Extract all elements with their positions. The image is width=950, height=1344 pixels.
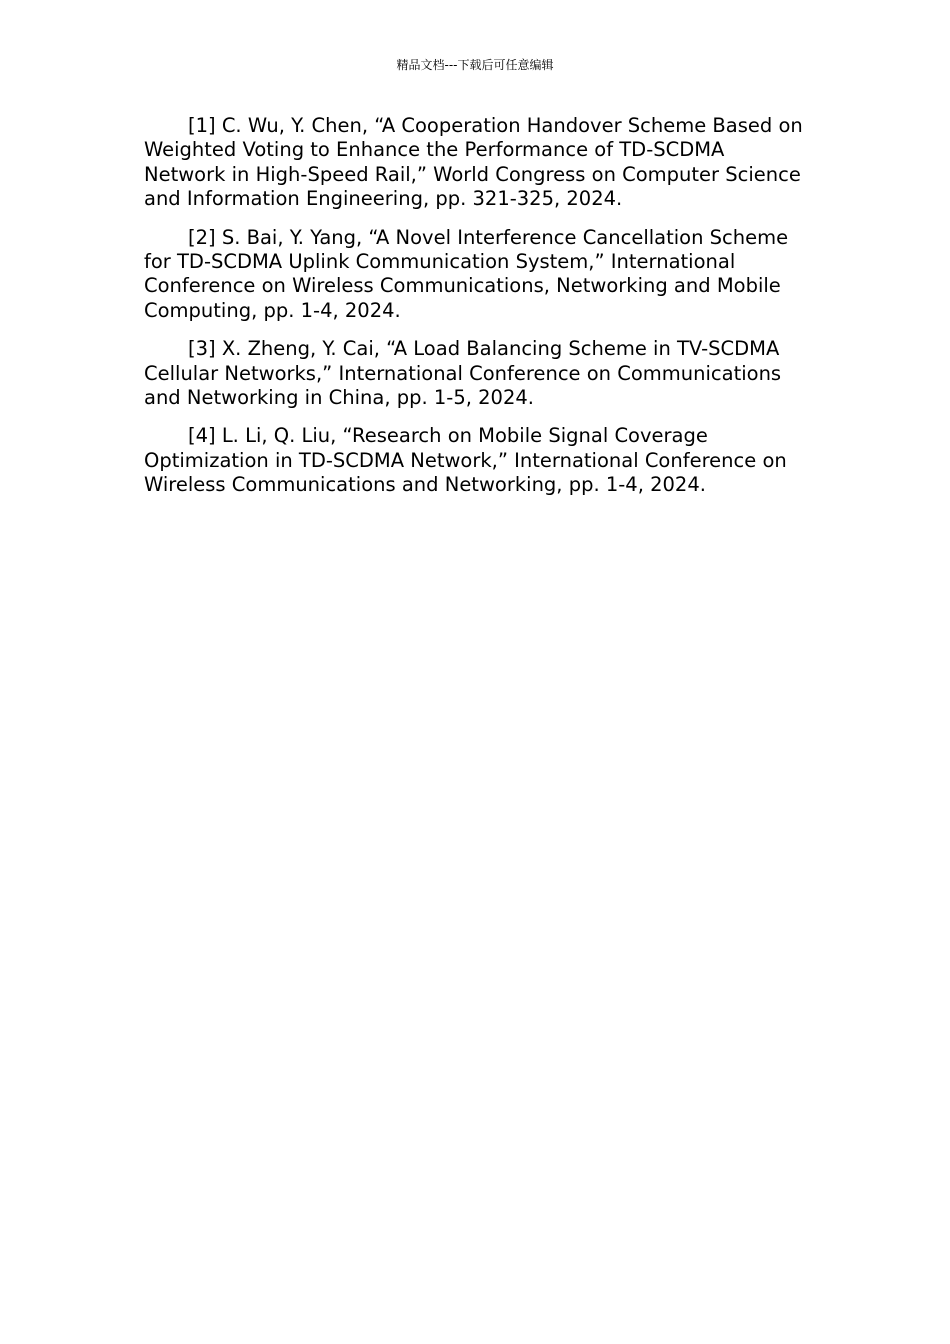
- reference-entry-2: [2] S. Bai, Y. Yang, “A Novel Interference Cancellation Scheme for TD-SCDMA Uplink Communication System,” International Conference on Wireless Communications, Networking and Mobile Computing, pp. 1-4, 2024.: [144, 225, 789, 322]
- page-header: 精品文档---下载后可任意编辑: [396, 58, 554, 72]
- reference-list: [144, 114, 804, 512]
- reference-entry-3: [3] X. Zheng, Y. Cai, “A Load Balancing Scheme in TV-SCDMA Cellular Networks,” International Conference on Communications and Networking in China, pp. 1-5, 2024.: [144, 337, 782, 410]
- reference-entry-4: [4] L. Li, Q. Liu, “Research on Mobile Signal Coverage Optimization in TD-SCDMA Network,” International Conference on Wireless Communications and Networking, pp. 1-4, 2024.: [144, 424, 787, 497]
- reference-entry-1: [1] C. Wu, Y. Chen, “A Cooperation Handover Scheme Based on Weighted Voting to Enhance the Performance of TD-SCDMA Network in High-Speed Rail,” World Congress on Computer Science and Information Engineering, pp. 321-325, 2024.: [144, 114, 803, 211]
